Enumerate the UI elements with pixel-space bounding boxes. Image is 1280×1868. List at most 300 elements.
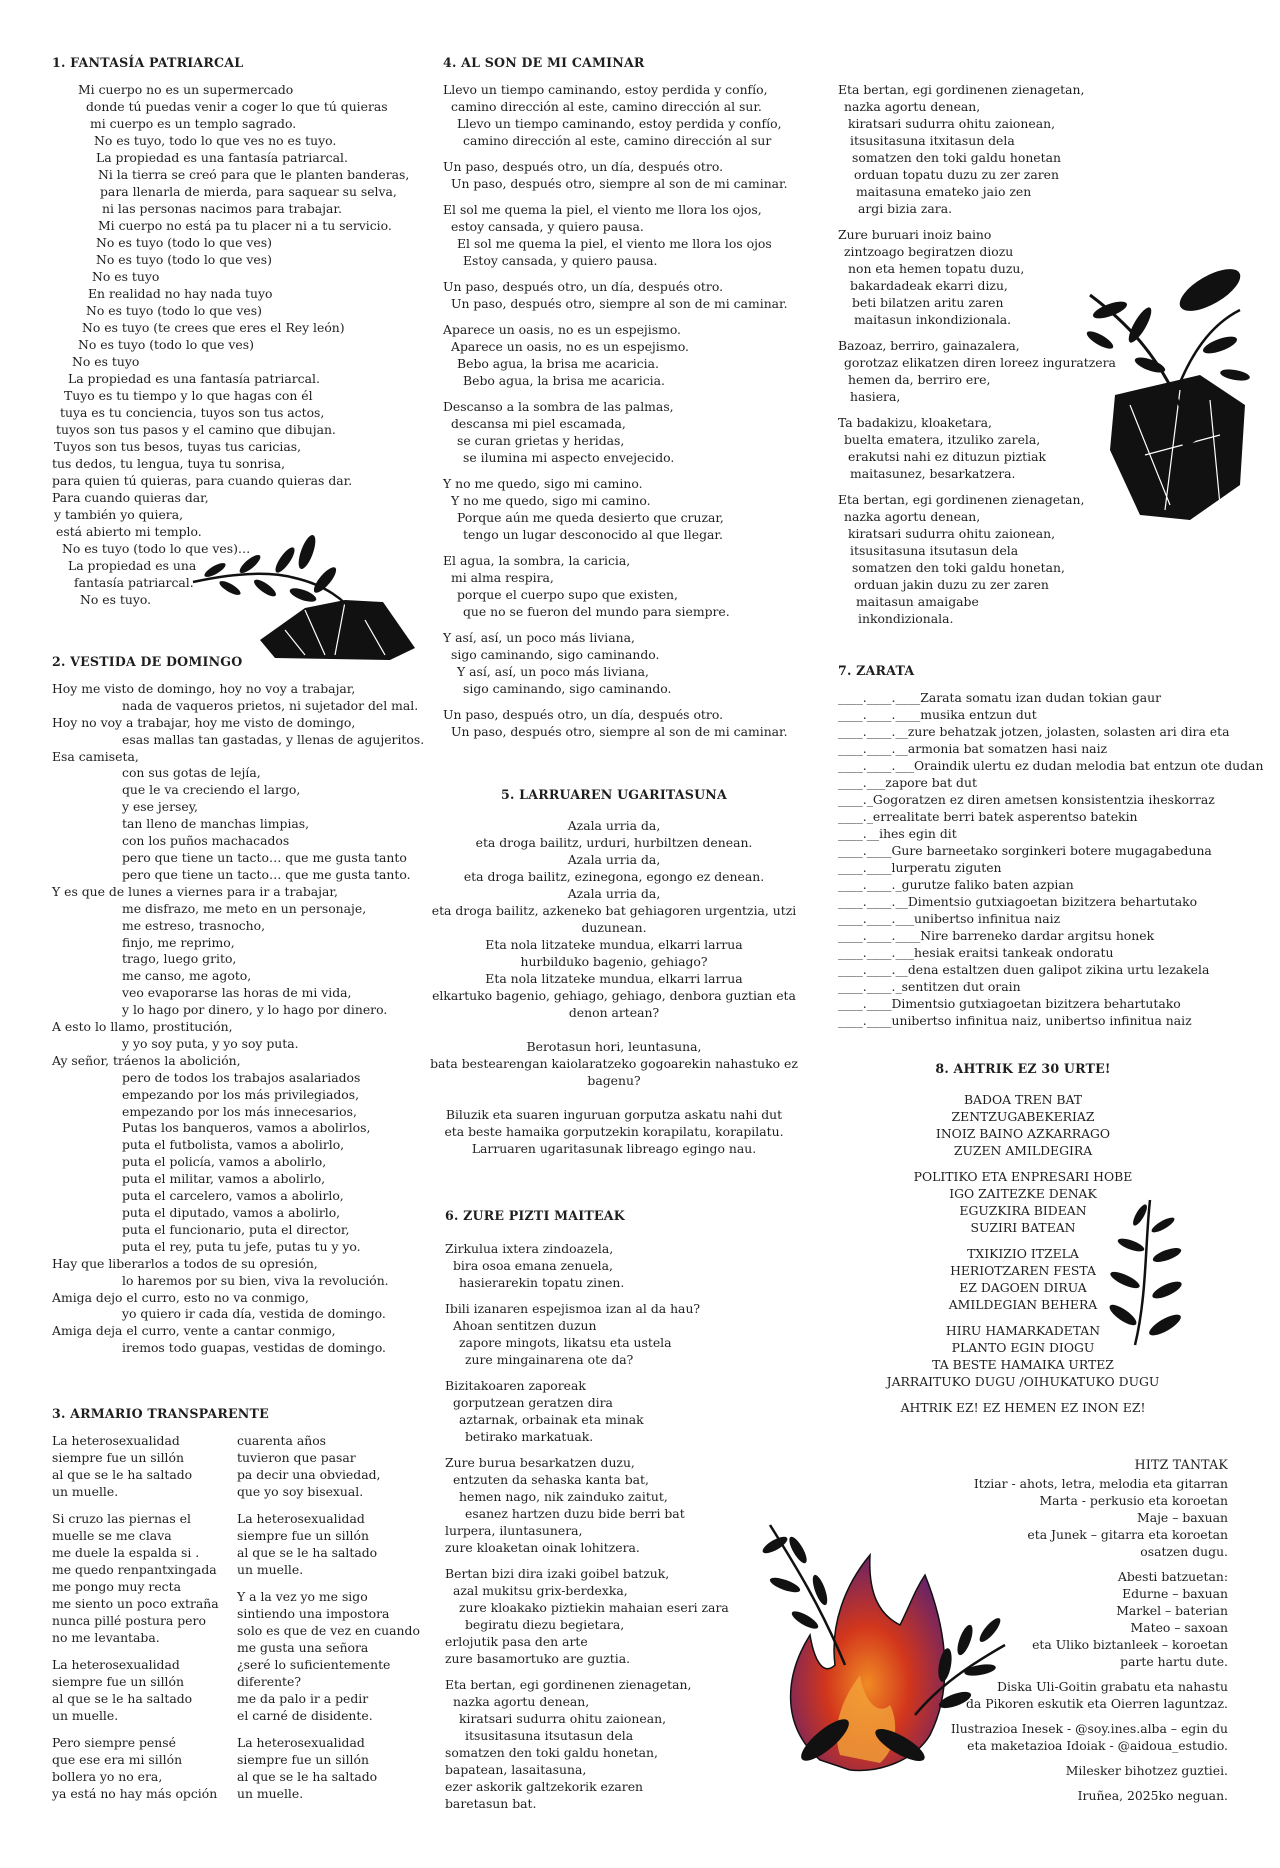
lyric-line: ____.___zapore bat dut [838,775,977,790]
lyric-line: begiratu diezu begietara, [465,1617,625,1632]
lyric-line: orduan jakin duzu zu zer zaren [854,577,1049,592]
lyric-line: nunca pillé postura pero [52,1613,206,1628]
lyric-line: un muelle. [52,1708,119,1723]
song-7-title: 7. ZARATA [838,663,915,678]
lyric-line: ZENTZUGABEKERIAZ [951,1109,1095,1124]
lyric-line: gorotzaz elikatzen diren loreez inguratzera [844,355,1116,370]
song-4-title: 4. AL SON DE MI CAMINAR [443,55,645,70]
song-1-lyrics [52,81,409,608]
lyric-line: lurpera, iluntasunera, [445,1523,583,1538]
lyric-line: puta el policía, vamos a abolirlo, [122,1154,327,1170]
lyric-line: Biluzik eta suaren inguruan gorputza askatu nahi dut [445,1107,783,1122]
lyric-line: AMILDEGIAN BEHERA [948,1297,1098,1312]
song-6 [445,1207,729,1821]
lyric-line: No es tuyo (todo lo que ves) [96,252,272,267]
lyric-line: Ibili izanaren espejismoa izan al da hau? [445,1301,701,1316]
song-7-lyrics [838,689,1263,1029]
lyric-line: ____.____._gurutze faliko baten azpian [838,877,1074,892]
lyric-line: No es tuyo [72,354,140,369]
lyric-line: erakutsi nahi ez dituzun piztiak [848,449,1046,464]
lyric-line: puta el futbolista, vamos a abolirlo, [122,1137,345,1153]
lyric-line: itsusitasuna itsutasun dela [465,1728,634,1743]
stanza [428,817,800,1021]
lyric-line: tan lleno de manchas limpias, [122,816,310,832]
lyric-line: Tuyo es tu tiempo y lo que hagas con él [64,388,313,403]
lyric-line: Bazoaz, berriro, gainazalera, [838,338,1020,353]
lyric-line: Para cuando quieras dar, [52,490,209,505]
lyric-line: No es tuyo (todo lo que ves)… [62,541,251,556]
song-3 [52,1405,420,1801]
lyric-line: No es tuyo (todo lo que ves) [78,337,254,352]
lyric-line: ____._Gogoratzen ez diren ametsen konsistentzia iheskorraz [838,792,1215,807]
lyric-line: tengo un lugar desconocido al que llegar. [463,527,723,542]
branch-rock-illustration-small [185,530,425,665]
lyric-line: ____.____.___hesiak eraitsi tankeak ondoratu [838,945,1114,960]
lyric-line: Eta nola litzateke mundua, elkarri larrua [485,937,743,952]
lyric-line: me canso, me agoto, [122,968,252,984]
lyric-line: La heterosexualidad [52,1433,180,1448]
lyric-line: POLITIKO ETA ENPRESARI HOBE [913,1169,1133,1184]
lyric-line: Un paso, después otro, siempre al son de mi caminar. [451,724,788,739]
lyric-line: Y así, así, un poco más liviana, [457,664,649,679]
lyric-line: BADOA TREN BAT [963,1092,1083,1107]
lyric-line: y ese jersey, [122,799,198,815]
lyric-line: me da palo ir a pedir [237,1691,369,1706]
lyric-line: TXIKIZIO ITZELA [967,1246,1079,1261]
small-branch-illustration [1105,1195,1190,1350]
lyric-line: finjo, me reprimo, [122,934,235,950]
lyric-line: Esa camiseta, [52,748,139,764]
lyric-line: JARRAITUKO DUGU /OIHUKATUKO DUGU [886,1374,1160,1389]
lyric-line: Amiga dejo el curro, esto no va conmigo, [52,1289,309,1305]
lyric-line: Itziar - ahots, letra, melodia eta gitarran [973,1476,1228,1491]
lyric-line: camino dirección al este, camino dirección al sur [463,133,772,148]
lyric-line: Bizitakoaren zaporeak [445,1378,586,1393]
lyric-line: Aparece un oasis, no es un espejismo. [443,322,681,337]
lyric-line: me disfrazo, me meto en un personaje, [122,900,367,916]
lyric-line: TA BESTE HAMAIKA URTEZ [932,1357,1114,1372]
lyric-line: nazka agortu denean, [844,99,981,114]
lyric-line: lo haremos por su bien, viva la revolución. [122,1272,389,1288]
lyric-line: eta droga bailitz, ezinegona, egongo ez denean. [463,869,765,884]
stanza [445,1377,729,1445]
stanza [52,1656,219,1724]
lyric-line: Edurne – baxuan [1122,1586,1228,1601]
lyric-line: ya está no hay más opción [52,1786,218,1801]
lyric-line: ____.____.__armonia bat somatzen hasi naiz [838,741,1108,756]
lyric-line: kiratsari sudurra ohitu zaionean, [459,1711,667,1726]
lyric-line: puta el militar, vamos a abolirlo, [122,1171,326,1187]
lyric-line: pero de todos los trabajos asalariados [122,1069,361,1085]
lyric-line: El sol me quema la piel, el viento me llora los ojos, [443,202,762,217]
lyric-line: iremos todo guapas, vestidas de domingo. [122,1340,386,1356]
stanza [52,1432,219,1500]
lyric-line: que ese era mi sillón [52,1752,183,1767]
lyric-line: ____.____.__zure behatzak jotzen, jolasten, solasten ari dira eta [838,724,1230,739]
lyric-line: orduan topatu duzu zu zer zaren [854,167,1059,182]
lyric-line: un muelle. [52,1484,119,1499]
lyric-line: Diska Uli-Goitin grabatu eta nahastu [997,1679,1228,1694]
song-3-right-column [237,1432,420,1812]
lyric-line: No es tuyo, todo lo que ves no es tuyo. [94,133,337,148]
lyric-line: veo evaporarse las horas de mi vida, [122,985,352,1001]
lyric-line: Iruñea, 2025ko neguan. [1077,1788,1228,1803]
lyric-line: ____.____unibertso infinitua naiz, unibertso infinitua naiz [838,1013,1192,1028]
lyric-line: sigo caminando, sigo caminando. [451,647,660,662]
lyric-line: beti bilatzen aritu zaren [852,295,1004,310]
lyric-line: Zirkulua ixtera zindoazela, [445,1241,614,1256]
lyric-line: ezer askorik galtzekorik ezaren [445,1779,644,1794]
lyric-line: Llevo un tiempo caminando, estoy perdida y confío, [443,82,768,97]
lyric-line: ____.__ihes egin dit [838,826,957,841]
lyric-line: ¿seré lo suficientemente [237,1657,391,1672]
lyric-line: Mateo – saxoan [1130,1620,1228,1635]
lyric-line: bira osoa emana zenuela, [453,1258,613,1273]
lyric-line: Putas los banqueros, vamos a abolirlos, [122,1120,371,1136]
lyric-line: me quedo renpantxingada [52,1562,217,1577]
lyric-line: que yo soy bisexual. [237,1484,364,1499]
lyric-line: Y es que de lunes a viernes para ir a trabajar, [52,883,338,899]
lyric-line: elkartuko bagenio, gehiago, gehiago, denbora guztian eta denon artean? [432,988,796,1020]
lyric-line: yo quiero ir cada día, vestida de domingo. [122,1306,386,1322]
lyric-line: con sus gotas de lejía, [122,765,261,781]
lyric-line: para llenarla de mierda, para saquear su selva, [100,184,397,199]
lyric-line: Ta badakizu, kloaketara, [838,415,992,430]
branch-rock-illustration-large [1070,255,1255,525]
song-1-title: 1. FANTASÍA PATRIARCAL [52,55,244,70]
lyric-line: No es tuyo [92,269,160,284]
lyric-line: Ni la tierra se creó para que le planten banderas, [98,167,410,182]
lyric-line: Ay señor, tráenos la abolición, [52,1052,241,1068]
lyric-line: Bebo agua, la brisa me acaricia. [457,356,659,371]
lyric-line: siempre fue un sillón [237,1528,369,1543]
lyric-line: EGUZKIRA BIDEAN [959,1203,1087,1218]
lyric-line: trago, luego grito, [122,951,237,967]
lyric-line: Llevo un tiempo caminando, estoy perdida y confío, [457,116,782,131]
lyric-line: zure kloaketan oinak lohitzera. [445,1540,640,1555]
lyric-line: hurbilduko bagenio, gehiago? [520,954,708,969]
lyric-line: hemen da, berriro ere, [848,372,991,387]
lyric-line: tus dedos, tu lengua, tuya tu sonrisa, [52,456,286,471]
lyric-line: tuyos son tus pasos y el camino que dibujan. [56,422,336,437]
lyric-line: me pongo muy recta [52,1579,181,1594]
lyric-line: mi alma respira, [451,570,554,585]
stanza [237,1588,420,1724]
lyric-line: ZUZEN AMILDEGIRA [953,1143,1093,1158]
lyric-line: kiratsari sudurra ohitu zaionean, [848,116,1056,131]
lyric-line: Zure burua besarkatzen duzu, [445,1455,635,1470]
lyric-line: Zure buruari inoiz baino [838,227,992,242]
lyric-line: Un paso, después otro, siempre al son de mi caminar. [451,296,788,311]
lyric-line: En realidad no hay nada tuyo [88,286,273,301]
lyric-line: eta beste hamaika gorputzekin korapilatu, korapilatu. [444,1124,784,1139]
lyric-line: Mi cuerpo no es un supermercado [78,82,294,97]
credits-title: HITZ TANTAK [1134,1457,1228,1472]
lyric-line: un muelle. [237,1562,304,1577]
lyric-line: hemen nago, nik zainduko zaitut, [459,1489,668,1504]
lyric-line: zapore mingots, likatsu eta ustela [459,1335,672,1350]
lyric-line: está abierto mi templo. [56,524,202,539]
lyric-line: somatzen den toki galdu honetan [852,150,1061,165]
stanza [443,629,788,697]
lyric-line: bakardadeak ekarri dizu, [850,278,1008,293]
lyric-line: sigo caminando, sigo caminando. [463,681,672,696]
lyric-line: zure kloakako piztiekin mahaian eseri zara [459,1600,729,1615]
stanza [443,158,788,192]
lyric-line: me duele la espalda si . [52,1545,200,1560]
lyric-line: Y no me quedo, sigo mi camino. [443,476,643,491]
lyric-line: ____.____.____musika entzun dut [838,707,1037,722]
lyric-line: Hay que liberarlos a todos de su opresión, [52,1255,318,1271]
lyric-line: maitasunez, besarkatzera. [850,466,1016,481]
lyric-line: non eta hemen topatu duzu, [848,261,1025,276]
lyric-line: Estoy cansada, y quiero pausa. [463,253,658,268]
lyric-line: somatzen den toki galdu honetan, [445,1745,658,1760]
lyric-line: ____._errealitate berri batek asperentso batekin [838,809,1138,824]
lyric-line: bapatean, lasaitasuna, [445,1762,587,1777]
lyric-line: Azala urria da, [567,886,661,901]
lyric-line: argi bizia zara. [858,201,953,216]
lyric-line: Markel – baterian [1116,1603,1228,1618]
lyric-line: al que se le ha saltado [237,1769,378,1784]
lyric-line: entzuten da sehaska kanta bat, [453,1472,649,1487]
lyric-line: empezando por los más privilegiados, [122,1086,360,1102]
song-1 [52,54,409,608]
stanza [52,1510,219,1646]
lyric-line: Tuyos son tus besos, tuyas tus caricias, [54,439,302,454]
lyric-line: Mi cuerpo no está pa tu placer ni a tu servicio. [98,218,392,233]
lyric-line: Maje – baxuan [1137,1510,1228,1525]
lyric-line: inkondizionala. [858,611,954,626]
lyric-line: da Pikoren eskutik eta Oierren laguntzaz. [965,1696,1228,1711]
lyric-line: Y a la vez yo me sigo [237,1589,368,1604]
lyric-line: eta Junek – gitarra eta koroetan [1027,1527,1228,1542]
lyric-line: Porque aún me queda desierto que cruzar, [457,510,724,525]
stanza [52,1734,219,1802]
lyric-line: empezando por los más innecesarios, [122,1103,357,1119]
lyric-line: puta el rey, puta tu jefe, putas tu y yo. [122,1238,361,1254]
lyric-line: nazka agortu denean, [844,509,981,524]
lyric-line: betirako markatuak. [465,1429,594,1444]
stanza [445,1676,729,1812]
lyric-line: y lo hago por dinero, y lo hago por dinero. [122,1002,388,1018]
lyric-line: ____.____._sentitzen dut orain [838,979,1021,994]
stanza [443,475,788,543]
lyric-line: Un paso, después otro, un día, después otro. [443,159,724,174]
lyric-line: Marta - perkusio eta koroetan [1039,1493,1228,1508]
lyric-line: aztarnak, orbainak eta minak [459,1412,644,1427]
lyric-line: se ilumina mi aspecto envejecido. [463,450,675,465]
stanza [445,1565,729,1667]
lyric-line: nazka agortu denean, [453,1694,590,1709]
song-2-lyrics [52,681,424,1357]
lyric-line: Eta bertan, egi gordinenen zienagetan, [838,492,1085,507]
lyric-line: Larruaren ugaritasunak libreago egingo nau. [471,1141,757,1156]
lyric-line: pero que tiene un tacto… que me gusta tanto. [122,866,411,882]
lyric-line: Eta bertan, egi gordinenen zienagetan, [445,1677,692,1692]
lyric-line: ____.____.___unibertso infinitua naiz [838,911,1061,926]
lyric-line: fantasía patriarcal. [74,575,194,590]
lyric-line: Y no me quedo, sigo mi camino. [451,493,651,508]
lyric-line: osatzen dugu. [1140,1544,1228,1559]
song-4-lyrics [443,81,788,740]
lyric-line: somatzen den toki galdu honetan, [852,560,1065,575]
stanza [445,1454,729,1556]
lyric-line: Ilustrazioa Inesek - @soy.ines.alba – egin du [950,1721,1228,1736]
stanza [445,1300,729,1368]
lyric-line: se curan grietas y heridas, [457,433,625,448]
lyric-line: bata bestearengan kaiolaratzeko gogoarekin nahastuko ez bagenu? [430,1056,798,1088]
lyric-line: La heterosexualidad [237,1511,365,1526]
lyric-line: Bertan bizi dira izaki goibel batzuk, [445,1566,670,1581]
lyric-line: Eta bertan, egi gordinenen zienagetan, [838,82,1085,97]
lyric-line: Eta nola litzateke mundua, elkarri larrua [485,971,743,986]
lyric-line: Berotasun hori, leuntasuna, [526,1039,702,1054]
lyric-line: Y así, así, un poco más liviana, [443,630,635,645]
lyric-line: Azala urria da, [567,818,661,833]
lyric-line: tuya es tu conciencia, tuyos son tus actos, [60,405,325,420]
lyric-line: Un paso, después otro, un día, después otro. [443,707,724,722]
song-5-title: 5. LARRUAREN UGARITASUNA [501,787,727,802]
lyric-line: hasiera, [850,389,901,404]
lyric-line: hasierarekin topatu zinen. [459,1275,625,1290]
lyric-line: Un paso, después otro, siempre al son de mi caminar. [451,176,788,191]
lyric-line: maitasun amaigabe [856,594,979,609]
lyric-line: estoy cansada, y quiero pausa. [451,219,644,234]
lyric-line: Aparece un oasis, no es un espejismo. [451,339,689,354]
stanza [838,81,1116,217]
lyric-line: ____.____Dimentsio gutxiagoetan bizitzera behartutako [838,996,1181,1011]
lyric-line: baretasun bat. [445,1796,537,1811]
lyric-line: La propiedad es una fantasía patriarcal. [68,371,320,386]
lyric-line: ____.____.____Zarata somatu izan dudan tokian gaur [838,690,1162,705]
song-2-title: 2. VESTIDA DE DOMINGO [52,654,243,669]
lyric-line: al que se le ha saltado [237,1545,378,1560]
lyric-line: itsusitasuna itsutasun dela [850,543,1019,558]
lyric-line: que le va creciendo el largo, [122,782,301,798]
lyric-line: eta maketazioa Idoiak - @aidoua_estudio. [967,1738,1228,1753]
lyric-line: puta el carcelero, vamos a abolirlo, [122,1188,344,1204]
lyric-line: sintiendo una impostora [237,1606,390,1621]
stanza [445,1240,729,1291]
lyric-line: EZ DAGOEN DIRUA [959,1280,1087,1295]
stanza [237,1432,420,1500]
lyric-line: me gusta una señora [237,1640,369,1655]
stanza [443,321,788,389]
lyric-line: AHTRIK EZ! EZ HEMEN EZ INON EZ! [900,1400,1146,1415]
lyric-line: camino dirección al este, camino dirección al sur. [451,99,762,114]
lyric-line: me siento un poco extraña [52,1596,219,1611]
lyric-line: No es tuyo (todo lo que ves) [86,303,262,318]
stanza [443,398,788,466]
lyric-line: solo es que de vez en cuando [237,1623,420,1638]
lyric-line: cuarenta años [237,1433,327,1448]
lyric-line: maitasun inkondizionala. [854,312,1012,327]
lyric-line: ____.____Gure barneetako sorginkeri botere mugagabeduna [838,843,1212,858]
lyric-line: Abesti batzuetan: [1117,1569,1228,1584]
lyric-line: eta droga bailitz, azkeneko bat gehiagoren urgentzia, utzi duzunean. [431,903,797,935]
lyric-line: kiratsari sudurra ohitu zaionean, [848,526,1056,541]
lyric-line: PLANTO EGIN DIOGU [951,1340,1095,1355]
lyric-line: eta Uliko biztanleek – koroetan [1032,1637,1228,1652]
lyric-line: parte hartu dute. [1120,1654,1228,1669]
lyric-line: y también yo quiera, [54,507,184,522]
lyric-line: zintzoago begiratzen diozu [844,244,1014,259]
stanza [443,201,788,269]
stanza [428,1038,800,1089]
lyric-line: porque el cuerpo supo que existen, [457,587,678,602]
lyric-line: Hoy me visto de domingo, hoy no voy a trabajar, [52,680,356,696]
song-3-left-column [52,1432,219,1812]
lyric-line: Milesker bihotzez guztiei. [1065,1763,1228,1778]
lyric-line: nada de vaqueros prietos, ni sujetador del mal. [122,697,419,713]
lyric-line: muelle se me clava [52,1528,172,1543]
lyric-line: siempre fue un sillón [52,1450,184,1465]
lyric-line: INOIZ BAINO AZKARRAGO [935,1126,1111,1141]
song-5-lyrics [428,817,800,1157]
lyric-line: erlojutik pasa den arte [445,1634,588,1649]
lyric-line: no me levantaba. [52,1630,160,1645]
lyric-line: ____.____.__Dimentsio gutxiagoetan bizitzera behartutako [838,894,1198,909]
lyric-line: esas mallas tan gastadas, y llenas de agujeritos. [122,731,425,747]
song-2 [52,654,424,1357]
lyric-line: con los puños machacados [122,833,290,849]
lyric-line: ____.____.__dena estaltzen duen galipot zikina urtu lezakela [838,962,1210,977]
lyric-line: ____.____lurperatu ziguten [838,860,1002,875]
song-7 [838,662,1263,1029]
stanza [443,81,788,149]
lyric-line: gorputzean geratzen dira [453,1395,613,1410]
lyric-line: IGO ZAITEZKE DENAK [949,1186,1097,1201]
lyric-line: Pero siempre pensé [52,1735,176,1750]
song-5 [428,786,800,1174]
lyric-line: buelta ematera, itzuliko zarela, [844,432,1041,447]
stanza [443,552,788,620]
lyric-line: ____.____.____Nire barreneko dardar argitsu honek [838,928,1155,943]
lyric-line: zure mingainarena ote da? [465,1352,634,1367]
flame-branch-illustration [750,1515,1010,1780]
lyric-line: siempre fue un sillón [237,1752,369,1767]
lyric-line: maitasuna emateko jaio zen [856,184,1032,199]
lyric-line: pa decir una obviedad, [237,1467,381,1482]
lyric-line: me estreso, trasnocho, [122,917,266,933]
lyric-line: La heterosexualidad [237,1735,365,1750]
stanza [878,1091,1168,1159]
lyric-line: al que se le ha saltado [52,1467,193,1482]
lyric-line: HERIOTZAREN FESTA [950,1263,1096,1278]
lyric-line: azal mukitsu grix-berdexka, [453,1583,628,1598]
lyric-line: eta droga bailitz, urduri, hurbiltzen denean. [475,835,753,850]
lyric-line: Descanso a la sombra de las palmas, [443,399,674,414]
stanza [443,278,788,312]
lyric-line: El agua, la sombra, la caricia, [443,553,631,568]
stanza [878,1399,1168,1416]
lyric-line: descansa mi piel escamada, [451,416,626,431]
lyric-line: puta el funcionario, puta el director, [122,1221,350,1237]
stanza [443,706,788,740]
song-8-title: 8. AHTRIK EZ 30 URTE! [935,1061,1111,1076]
song-3-title: 3. ARMARIO TRANSPARENTE [52,1406,269,1421]
lyric-line: itsusitasuna itxitasun dela [850,133,1015,148]
lyric-line: No es tuyo. [80,592,152,607]
song-6-lyrics [445,1240,729,1812]
lyric-line: Hoy no voy a trabajar, hoy me visto de domingo, [52,714,356,730]
lyric-line: HIRU HAMARKADETAN [945,1323,1101,1338]
stanza [951,1787,1228,1804]
song-6-title: 6. ZURE PIZTI MAITEAK [445,1208,625,1223]
lyric-line: y yo soy puta, y yo soy puta. [122,1035,299,1051]
lyric-line: La propiedad es una fantasía patriarcal. [96,150,348,165]
